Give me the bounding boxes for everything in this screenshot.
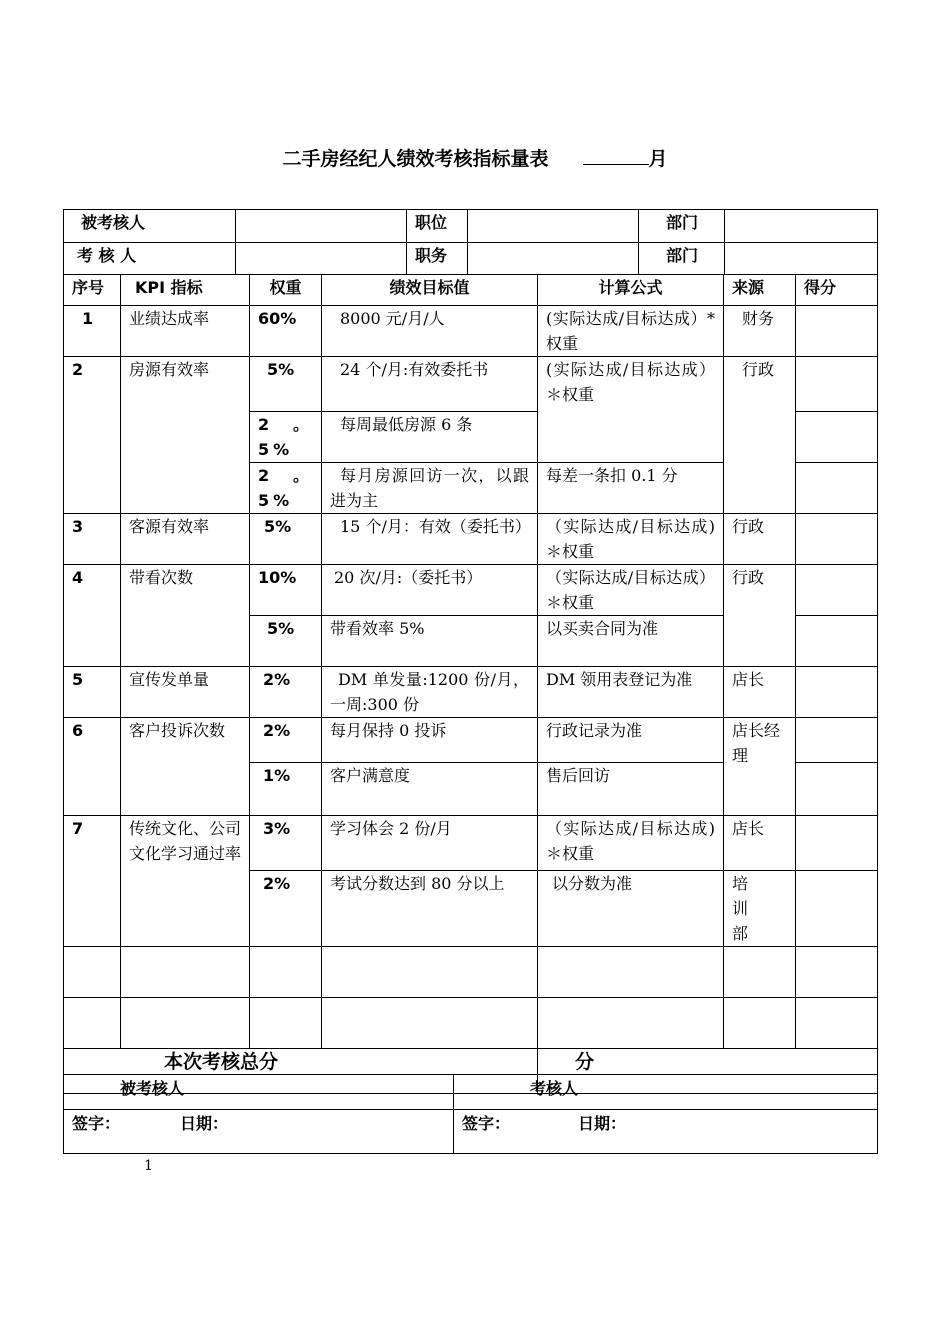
sub-score[interactable] [796,412,878,463]
row-formula: 行政记录为准 [538,718,724,763]
empty-cell[interactable] [538,947,724,998]
sign-label: 签字： [72,1114,121,1133]
empty-cell[interactable] [250,947,322,998]
row-target: 20 次/月:（委托书） [322,565,538,616]
title-text: 二手房经纪人绩效考核指标量表 [282,148,549,170]
info-table [63,209,878,275]
total-label: 本次考核总分 [64,1049,538,1094]
total-unit[interactable]: 分 [538,1049,878,1094]
empty-cell[interactable] [724,947,796,998]
row-kpi: 业绩达成率 [121,306,250,357]
row-target: 学习体会 2 份/月 [322,816,538,871]
row-score[interactable] [796,357,878,412]
month-blank [583,148,649,165]
sub-weight: 5% [250,616,322,667]
sub-target: 每月房源回访一次，以跟进为主 [322,463,538,514]
dept-value-2[interactable] [725,243,878,275]
duty-value[interactable] [468,243,639,275]
header-formula: 计算公式 [538,275,724,306]
row-source: 行政 [724,357,796,514]
table-row [64,565,878,616]
row-source: 财务 [724,306,796,357]
header-weight: 权重 [250,275,322,306]
row-weight: 60% [250,306,322,357]
empty-cell[interactable] [796,998,878,1049]
row-kpi: 房源有效率 [121,357,250,514]
row-target: 8000 元/月/人 [322,306,538,357]
examiner-sign-cell[interactable] [454,1110,878,1154]
sub-formula: 以买卖合同为准 [538,616,724,667]
table-row [64,816,878,871]
sub-target: 带看效率 5% [322,616,538,667]
row-formula: （实际达成/目标达成)＊权重 [538,514,724,565]
date-label: 日期： [180,1114,229,1133]
row-target: 24 个/月:有效委托书 [322,357,538,412]
empty-cell[interactable] [250,998,322,1049]
examiner-sign-title: 考核人 [454,1075,878,1110]
header-no: 序号 [64,275,121,306]
examinee-value[interactable] [236,210,407,243]
row-no: 6 [64,718,121,816]
row-score[interactable] [796,514,878,565]
sub-weight: 1% [250,763,322,816]
header-target: 绩效目标值 [322,275,538,306]
row-weight: 3% [250,816,322,871]
sub-score[interactable] [796,616,878,667]
row-source: 行政 [724,565,796,667]
row-score[interactable] [796,667,878,718]
row-kpi: 宣传发单量 [121,667,250,718]
header-kpi: KPI 指标 [121,275,250,306]
dept-label-2: 部门 [639,243,725,275]
row-weight: 2% [250,667,322,718]
row-kpi: 客源有效率 [121,514,250,565]
title-month: 月 [648,148,668,170]
row-weight: 2% [250,718,322,763]
document-title [0,144,950,171]
table-row-empty [64,947,878,998]
row-score[interactable] [796,816,878,871]
signature-table [63,1074,878,1154]
table-row [64,357,878,412]
sub-formula: 每差一条扣 0.1 分 [538,463,724,514]
row-formula: (实际达成/目标达成）*权重 [538,306,724,357]
sub-score[interactable] [796,463,878,514]
row-source: 店长 [724,816,796,871]
empty-cell[interactable] [538,998,724,1049]
row-formula: （实际达成/目标达成)＊权重 [538,816,724,871]
sub-target: 考试分数达到 80 分以上 [322,871,538,947]
row-kpi: 传统文化、公司文化学习通过率 [121,816,250,947]
empty-cell[interactable] [796,947,878,998]
row-score[interactable] [796,306,878,357]
row-target: 15 个/月：有效（委托书） [322,514,538,565]
row-no: 1 [64,306,121,357]
sub-score[interactable] [796,763,878,816]
sign-label: 签字： [462,1114,511,1133]
dept-label: 部门 [639,210,725,243]
date-label: 日期： [578,1114,627,1133]
empty-cell[interactable] [322,998,538,1049]
sub-source: 培训部 [724,871,796,947]
kpi-table [63,274,878,1094]
row-no: 3 [64,514,121,565]
position-value[interactable] [468,210,639,243]
table-row [64,514,878,565]
table-row [64,306,878,357]
row-no: 2 [64,357,121,514]
row-source: 店长 [724,667,796,718]
examinee-sign-title: 被考核人 [64,1075,454,1110]
row-no: 4 [64,565,121,667]
sub-score[interactable] [796,871,878,947]
row-score[interactable] [796,718,878,763]
examinee-label: 被考核人 [64,210,236,243]
empty-cell[interactable] [724,998,796,1049]
row-formula: DM 领用表登记为准 [538,667,724,718]
header-source: 来源 [724,275,796,306]
row-kpi: 带看次数 [121,565,250,667]
row-target: DM 单发量:1200 份/月，一周:300 份 [322,667,538,718]
page-number: 1 [144,1158,153,1174]
duty-label: 职务 [407,243,468,275]
examiner-label: 考 核 人 [64,243,236,275]
table-row [64,667,878,718]
empty-cell[interactable] [64,947,121,998]
row-no: 5 [64,667,121,718]
sub-formula: 售后回访 [538,763,724,816]
empty-cell[interactable] [121,947,250,998]
row-formula: (实际达成/目标达成）＊权重 [538,357,724,463]
row-no: 7 [64,816,121,947]
table-row [64,718,878,763]
header-score: 得分 [796,275,878,306]
row-formula: （实际达成/目标达成）＊权重 [538,565,724,616]
row-source: 行政 [724,514,796,565]
empty-cell[interactable] [64,998,121,1049]
sub-target: 每周最低房源 6 条 [322,412,538,463]
examinee-sign-cell[interactable] [64,1110,454,1154]
examiner-value[interactable] [236,243,407,275]
table-row-empty [64,998,878,1049]
row-kpi: 客户投诉次数 [121,718,250,816]
position-label: 职位 [407,210,468,243]
sub-target: 客户满意度 [322,763,538,816]
sub-weight: 2。5% [250,463,322,514]
empty-cell[interactable] [121,998,250,1049]
row-weight: 5% [250,357,322,412]
sub-formula: 以分数为准 [538,871,724,947]
row-score[interactable] [796,565,878,616]
empty-cell[interactable] [322,947,538,998]
sub-weight: 2。5% [250,412,322,463]
dept-value[interactable] [725,210,878,243]
row-weight: 5% [250,514,322,565]
row-weight: 10% [250,565,322,616]
row-target: 每月保持 0 投诉 [322,718,538,763]
sub-weight: 2% [250,871,322,947]
row-source: 店长经理 [724,718,796,816]
